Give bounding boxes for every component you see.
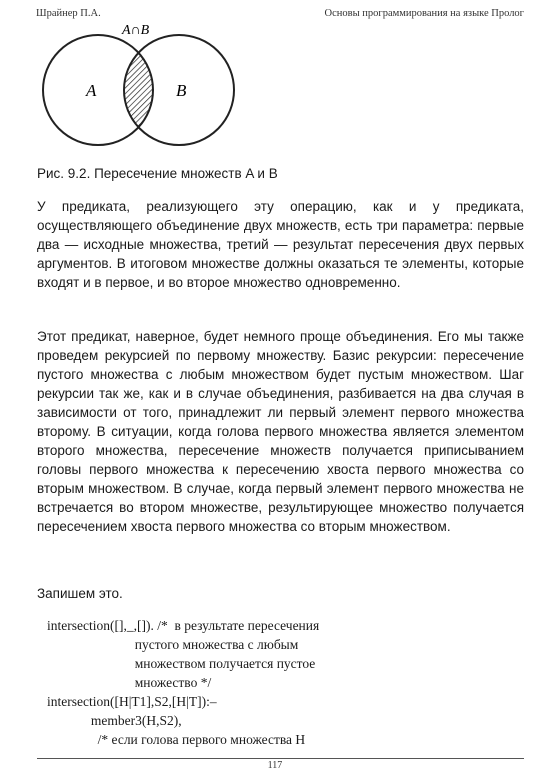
intersection-label: A∩B [122, 23, 150, 38]
paragraph: Запишем это. [37, 586, 123, 601]
footer-divider [37, 758, 524, 759]
figure-caption: Рис. 9.2. Пересечение множеств A и B [37, 166, 278, 181]
code-listing [47, 616, 517, 749]
paragraph: У предиката, реализующего эту операцию, как и у предиката, осуществляющего объединение двух множеств, есть три параметра: первые два — исходные множества, третий — результат пересечения двух первых аргументов. В итоговом множестве должны оказаться те элементы, которые входят и в первое, и во второе множество одновременно. [37, 199, 524, 290]
code-line: /* если голова первого множества H [47, 732, 306, 747]
header-author: Шрайнер П.А. [36, 8, 101, 19]
paragraph: Этот предикат, наверное, будет немного проще объединения. Его мы также проведем рекурсией по первому множеству. Базис рекурсии: пересечение пустого множества с любым множеством будет пустым множеством. Шаг рекурсии так же, как и в случае объединения, разбивается на два случая в зависимости от того, принадлежит ли первый элемент первого множества второму. В ситуации, когда голова первого множества является элементом второго множества, пересечение множеств получается приписыванием головы первого множества к пересечению хвоста первого множества со вторым множеством. В случае, когда первый элемент первого множества не встречается во втором множестве, результирующее множество получается пересечением хвоста первого множества со вторым множеством. [37, 329, 524, 534]
set-b-label: B [176, 81, 187, 100]
header-book-title: Основы программирования на языке Пролог [324, 8, 524, 19]
code-line: member3(H,S2), [47, 713, 182, 728]
code-line: множеством получается пустое [47, 656, 316, 671]
code-line: множество */ [47, 675, 212, 690]
page-number: 117 [267, 760, 283, 771]
code-line: intersection([H|T1],S2,[H|T]):– [47, 694, 217, 709]
code-line: пустого множества с любым [47, 637, 299, 652]
set-a-label: A [86, 81, 97, 100]
code-line: intersection([],_,[]). /* в результате пересечения [47, 618, 320, 633]
venn-diagram [40, 20, 240, 150]
